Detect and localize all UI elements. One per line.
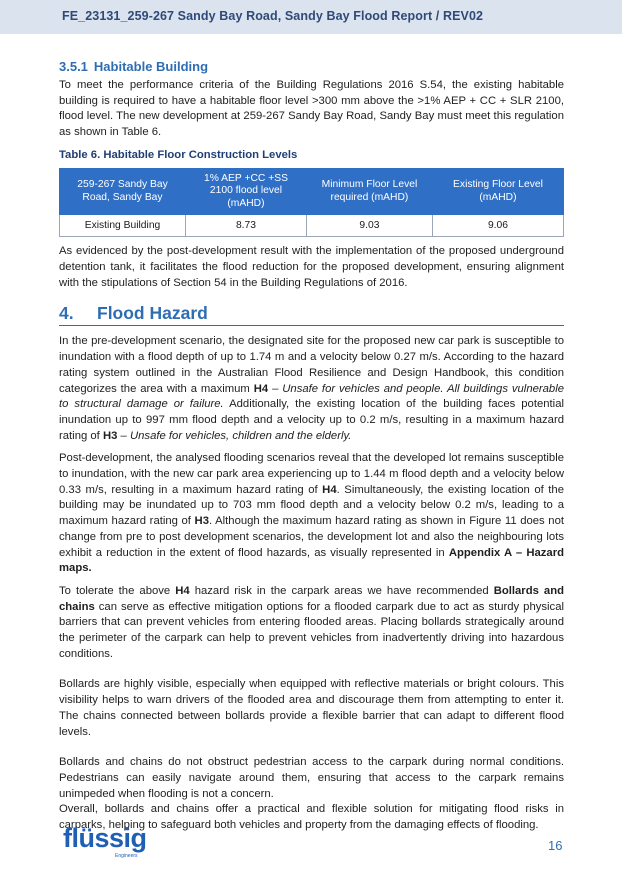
flussig-logo xyxy=(63,823,163,863)
mitigation-term: Bollards and chains xyxy=(59,584,565,613)
text-run: To tolerate the above xyxy=(59,584,176,597)
table-header-cell: 1% AEP +CC +SS 2100 flood level (mAHD) xyxy=(186,168,307,215)
page-header-band xyxy=(0,0,622,34)
mitigation-paragraph xyxy=(59,584,564,663)
page-number: 16 xyxy=(548,838,563,853)
post-development-hazard-paragraph xyxy=(59,451,564,577)
hazard-description: Unsafe for vehicles, children and the elderly. xyxy=(129,429,352,442)
text-run: . Although the maximum hazard rating as shown in Figure 11 does not change from pre to post development scenarios, the development lot and also the neighbouring lots exhibit a reduction in the extent of flood hazards, as visually represented in xyxy=(59,515,564,559)
hazard-rating: H4 xyxy=(253,382,269,395)
text-run: In the pre-development scenario, the designated site for the proposed new car park is susceptible to inundation with a flood depth of up to 1.74 m and a velocity below 0.27 m/s. According to the hazard rating system outlined in the Australian Flood Resilience and Design Handbook, this condition categorizes the area with a maximum xyxy=(59,335,564,395)
text-run: Post-development, the analysed flooding scenarios reveal that the developed lot remains susceptible to inundation, with the new car park area experiencing up to 1.44 m flood depth and a velocity below 0.33 m/s, resulting in a maximum hazard rating of xyxy=(59,452,564,496)
appendix-reference: Appendix A – Hazard maps. xyxy=(59,546,564,575)
conclusion-paragraph: Overall, bollards and chains offer a practical and flexible solution for mitigating flood risks in carparks, helping to safeguard both vehicles and property from the damaging effects of flooding. xyxy=(59,803,564,832)
text-run: – xyxy=(268,382,283,395)
table-caption: Table 6. Habitable Floor Construction Levels xyxy=(59,148,298,161)
text-run: can serve as effective mitigation options for a flooded carpark due to act as sturdy physical barriers that can prevent vehicles from entering flooded areas. Placing bollards strategically around the perimeter of the carpark can help to prevent vehicles from inadvertently driving into hazardous conditions. xyxy=(59,600,564,660)
section-title: Habitable Building xyxy=(93,59,209,74)
section-number: 4. xyxy=(59,303,74,324)
hazard-rating: H3 xyxy=(102,429,118,442)
floor-levels-table xyxy=(59,168,564,238)
table-cell: 9.06 xyxy=(432,215,563,237)
logo-wordmark: flüssig xyxy=(63,823,147,853)
table-cell: Existing Building xyxy=(60,215,186,237)
section-heading-4 xyxy=(59,300,564,326)
table-cell: 9.03 xyxy=(306,215,432,237)
visibility-paragraph: Bollards are highly visible, especially when equipped with reflective materials or bright colours. This visibility helps to warn drivers of the flooded area and discourage them from attempting to enter it. The chains connected between bollards provide a flexible barrier that can adapt to different flood levels. xyxy=(59,678,564,738)
table-row xyxy=(60,215,564,237)
hazard-rating: H4 xyxy=(322,483,337,496)
text-run: Additionally, the existing location of the building faces potential inundation up to 997 mm flood depth and a velocity up to 0.2 m/s, resulting in a maximum hazard rating of xyxy=(59,398,564,442)
document-title: FE_23131_259-267 Sandy Bay Road, Sandy Bay Flood Report / REV02 xyxy=(62,9,484,23)
text-run: . Simultaneously, the existing location of the building may be inundated up to 703 mm flood depth and a velocity below 0.2 m/s, leading to a maximum hazard rating of xyxy=(59,483,564,528)
section-number: 3.5.1 xyxy=(59,59,88,74)
text-run: – xyxy=(117,429,130,442)
habitable-building-paragraph: To meet the performance criteria of the Building Regulations 2016 S.54, the existing habitable building is required to have a habitable floor level >300 mm above the >1% AEP + CC + SLR 2100, flood level. The new development at 259-267 Sandy Bay Road, Sandy Bay must meet this regulation as shown in Table 6. xyxy=(59,79,564,139)
table-header-cell: 259-267 Sandy Bay Road, Sandy Bay xyxy=(60,168,186,215)
hazard-rating: H4 xyxy=(175,584,190,597)
pedestrian-access-paragraph: Bollards and chains do not obstruct pedestrian access to the carpark during normal conditions. Pedestrians can easily navigate around them, ensuring that access to the carpark remains unimpeded when flooding is not a concern. xyxy=(59,756,564,800)
section-heading-3-5-1 xyxy=(59,56,564,78)
pre-development-paragraph xyxy=(59,334,564,444)
section-title: Flood Hazard xyxy=(97,303,208,324)
logo-subtitle: Engineers xyxy=(115,853,138,859)
table-header-cell: Minimum Floor Level required (mAHD) xyxy=(306,168,432,215)
table-header-row xyxy=(60,168,564,215)
post-development-paragraph: As evidenced by the post-development result with the implementation of the proposed underground detention tank, it facilitates the flood reduction for the proposed development, ensuring alignment with the stipulations of Section 54 in the Building Regulations of 2016. xyxy=(59,245,564,289)
table-cell: 8.73 xyxy=(186,215,307,237)
hazard-rating: H3 xyxy=(194,515,209,528)
page-content xyxy=(59,56,564,834)
text-run: hazard risk in the carpark areas we have recommended xyxy=(189,584,494,597)
table-header-cell: Existing Floor Level (mAHD) xyxy=(432,168,563,215)
hazard-description: Unsafe for vehicles and people. All buildings vulnerable to structural damage or failure. xyxy=(59,382,565,411)
